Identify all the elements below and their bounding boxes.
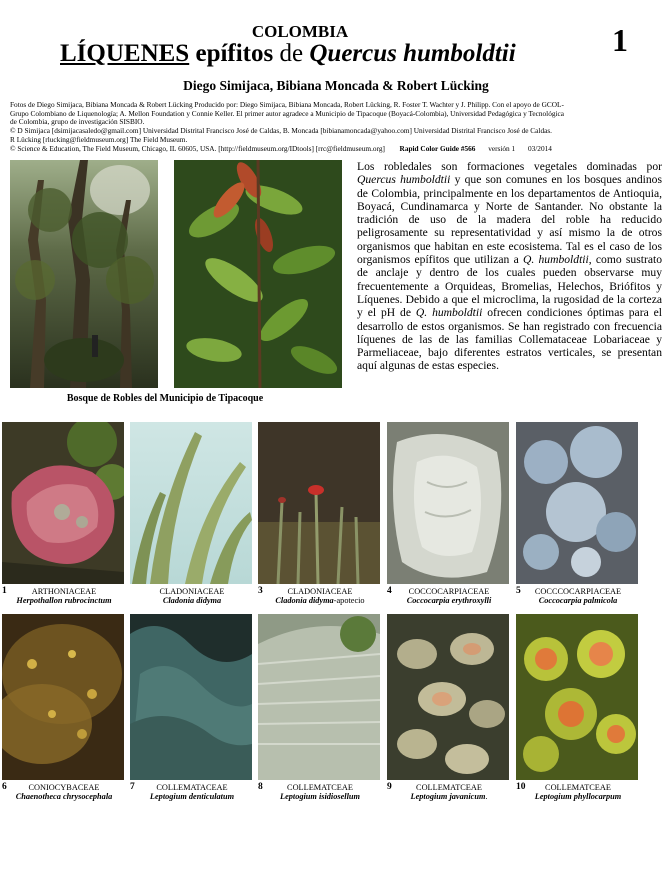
species-caption-3 — [258, 587, 382, 606]
species-name — [258, 792, 382, 801]
credits-line: de Colombia, grupo de investigación SISBIO. — [10, 118, 145, 127]
species-family: CLADONIACEAE — [159, 587, 225, 596]
species-name — [2, 792, 126, 801]
species-caption-7 — [130, 783, 254, 802]
species-number: 4 — [387, 586, 392, 596]
species-name-text: Leptogium isidiosellum — [280, 792, 360, 802]
species-name — [516, 792, 640, 801]
species-name-text: Leptogium javanicum — [410, 792, 486, 802]
species-caption-6 — [2, 783, 126, 802]
credits-line — [10, 145, 665, 154]
header-country: COLOMBIA — [251, 22, 349, 41]
title-de: de — [279, 40, 304, 67]
lichen-photo-5 — [516, 422, 638, 584]
species-family: COLLEMATCEAE — [545, 783, 611, 792]
species-family: ARTHONIACEAE — [31, 587, 97, 596]
species-number: 8 — [258, 782, 263, 792]
authors: Diego Simijaca, Bibiana Moncada & Robert Lücking — [183, 78, 489, 93]
lichen-photo-10 — [516, 614, 638, 780]
species-name-text: Cladonia didyma — [275, 596, 334, 606]
species-family: COLLEMATCEAE — [416, 783, 482, 792]
species-name-text: Cladonia didyma — [162, 596, 222, 606]
intro-text: Los robledales son formaciones vegetales dominadas por — [357, 160, 662, 173]
species-name — [258, 596, 382, 605]
credits-block — [10, 101, 665, 153]
species-name-text: Chaenotheca chrysocephala — [15, 792, 113, 802]
species-name-text: Leptogium phyllocarpum — [534, 792, 622, 802]
species-number: 10 — [516, 782, 526, 792]
page-number: 1 — [612, 22, 628, 58]
species-family: COCCOCARPIACEAE — [408, 587, 490, 596]
species-family: COLLEMATCEAE — [287, 783, 353, 792]
lichen-photo-8 — [258, 614, 380, 780]
species-number: 6 — [2, 782, 7, 792]
species-name-text: Coccocarpia palmicola — [538, 596, 618, 606]
species-caption-1 — [2, 587, 126, 606]
species-name — [130, 596, 254, 605]
title-epiphytes: epífitos — [195, 40, 274, 67]
credits-line: Fotos de Diego Simijaca, Bibiana Moncada & Robert Lücking Producido por: Diego Simijaca, Bibiana Moncada, Robert Lücking, R. Foster T. Wachter y J. Philipp. Con el apoyo de GCOL- — [10, 101, 564, 109]
intro-species-name: Q. humboldtii — [415, 306, 483, 320]
species-number: 7 — [130, 782, 135, 792]
species-number: 5 — [516, 586, 521, 596]
species-caption-10 — [516, 783, 640, 802]
species-number: 3 — [258, 586, 263, 596]
species-name — [387, 792, 511, 801]
forest-caption: Bosque de Robles del Municipio de Tipacoque — [66, 393, 264, 404]
intro-species-name: Quercus humboldtii — [357, 173, 451, 187]
lichen-photo-6 — [2, 614, 124, 780]
species-number: 9 — [387, 782, 392, 792]
intro-text: y que son comunes en los bosques andinos de Colombia, principalmente en los departamentos de Antioquia, Boyacá, Cundinamarca y Norte de Santander. No obstante la tradición de uso de la madera del roble ha reducido peligrosamente su representatividad y así mismo la de otros organismos que habitan en este ecosistema. Tal es el caso de los organismos epífitos que utilizan a — [357, 173, 662, 267]
intro-paragraph — [357, 160, 662, 373]
species-name — [2, 596, 126, 605]
title-species: Quercus humboldtii — [309, 40, 516, 67]
page-title — [60, 40, 660, 68]
forest-photo-right — [174, 160, 342, 388]
species-name-suffix: -apotecio — [333, 596, 365, 606]
species-caption-5 — [516, 587, 640, 606]
species-name — [516, 596, 640, 605]
species-caption-4 — [387, 587, 511, 606]
species-name — [130, 792, 254, 801]
intro-text: , como sustrato de anclaje y dentro de los cuales pueden observarse muy frecuentemente a Orquideas, Bromelias, Helechos, Briófitos y Líquenes. Debido a que el microclima, la rugosidad de la corteza y el pH de — [357, 253, 662, 320]
guide-version: versión 1 — [488, 144, 516, 153]
species-name — [387, 596, 511, 605]
lichen-photo-1 — [2, 422, 124, 584]
species-family: CLADONIACEAE — [287, 587, 353, 596]
species-family: CONIOCYBACEAE — [28, 783, 100, 792]
intro-species-name: Q. humboldtii — [522, 253, 589, 267]
species-name-text: Herpothallon rubrocinctum — [16, 596, 112, 606]
credits-line: Grupo Colombiano de Liquenología; A. Mellon Foundation y Connie Keller. El primer autor agradece a Municipio de Tipacoque (Boyacá-Colombia), Universidad Pedagógica y Tecnológica — [10, 109, 564, 118]
credits-line: R Lücking [rlucking@fieldmuseum.org] The Field Museum. — [10, 135, 188, 144]
species-caption-9 — [387, 783, 511, 802]
lichen-photo-7 — [130, 614, 252, 780]
species-caption-2 — [130, 587, 254, 606]
species-name-suffix: . — [485, 792, 488, 802]
credits-line: © D Simijaca [dsimijacasaledo@gmail.com] Universidad Distrital Francisco José de Caldas, B. Moncada [bibianamoncada@yahoo.com] Universidad Distrital Francisco José de Caldas. — [10, 127, 552, 136]
lichen-photo-4 — [387, 422, 509, 584]
guide-date: 03/2014 — [527, 144, 552, 153]
forest-photo-left — [10, 160, 158, 388]
lichen-photo-3 — [258, 422, 380, 584]
species-name-text: Coccocarpia erythroxylli — [406, 596, 492, 606]
credits-url-line: © Science & Education, The Field Museum, Chicago, IL 60605, USA. [http://fieldmuseum.org/IDtools] [rrc@fieldmuseum.org] — [10, 144, 385, 153]
title-lichens: LÍQUENES — [60, 40, 190, 67]
species-number: 1 — [2, 586, 7, 596]
species-family: COLLEMATACEAE — [156, 783, 228, 792]
guide-number: Rapid Color Guide #566 — [399, 144, 476, 153]
lichen-photo-2 — [130, 422, 252, 584]
lichen-photo-9 — [387, 614, 509, 780]
species-name-text: Leptogium denticulatum — [149, 792, 235, 802]
species-family: COCCCOCARPIACEAE — [534, 587, 622, 596]
species-caption-8 — [258, 783, 382, 802]
intro-text: ofrecen condiciones óptimas para el desarrollo de estos organismos. Se han registrado con frecuencia líquenes de las de las familias Collemataceae Lobariaceae y Parmeliaceae, bajo diferentes estratos verticales, se presentan aquí algunas de estas especies. — [357, 306, 662, 373]
